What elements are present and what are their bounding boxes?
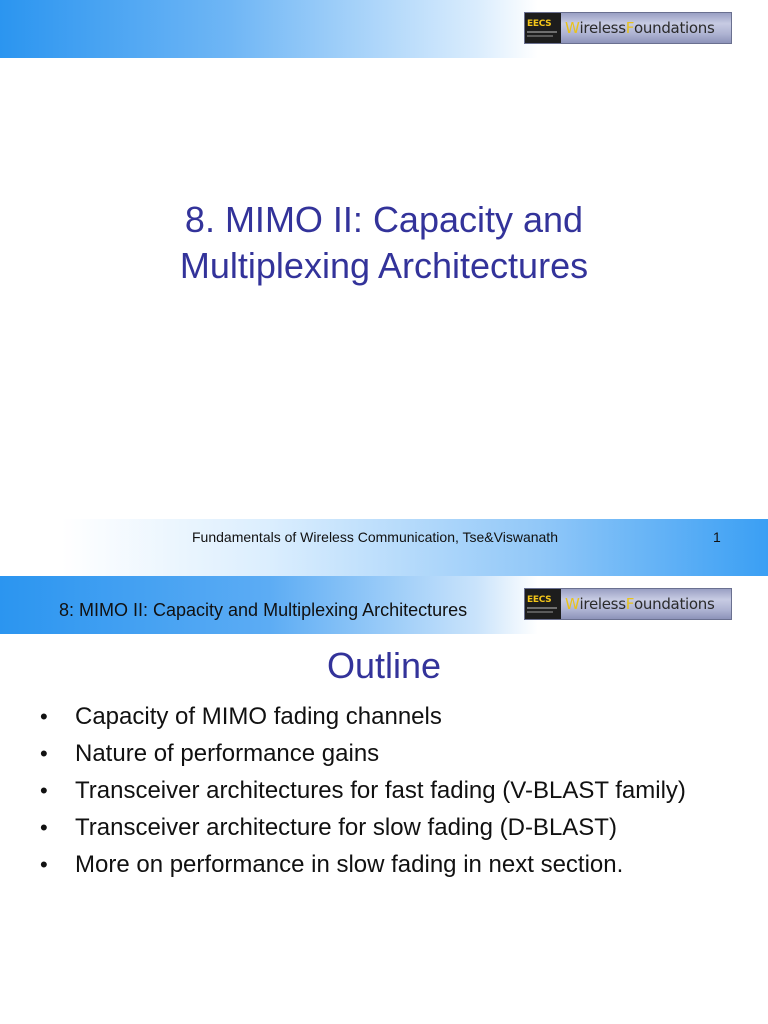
bullet-icon: • — [40, 852, 48, 877]
bullet-item: • Nature of performance gains — [40, 740, 380, 767]
eecs-logo-text: EECS — [527, 19, 552, 29]
page-number: 1 — [713, 529, 721, 545]
logo-brand-text: W ireless F oundations — [565, 19, 715, 37]
wireless-foundations-logo — [524, 588, 732, 620]
slide-header-title: 8: MIMO II: Capacity and Multiplexing Architectures — [59, 600, 468, 620]
outline-heading: Outline — [326, 645, 442, 686]
eecs-logo-block — [525, 589, 561, 619]
bullet-item: • Capacity of MIMO fading channels — [40, 703, 442, 730]
slide-title-line-2: Multiplexing Architectures — [179, 245, 589, 286]
bullet-item: • More on performance in slow fading in next section. — [40, 851, 624, 878]
eecs-logo-text: EECS — [527, 595, 552, 605]
slide-title — [0, 197, 768, 289]
eecs-logo-block — [525, 13, 561, 43]
outline-slide — [0, 576, 768, 1024]
bullet-icon: • — [40, 778, 48, 803]
wireless-foundations-logo — [524, 12, 732, 44]
footer-citation: Fundamentals of Wireless Communication, Tse&Viswanath — [192, 529, 558, 545]
bullet-item: • Transceiver architectures for fast fading (V-BLAST family) — [40, 777, 686, 804]
logo-brand-text: W ireless F oundations — [565, 595, 715, 613]
slide-title-line-1: 8. MIMO II: Capacity and — [184, 199, 584, 240]
bullet-icon: • — [40, 815, 48, 840]
footer-band — [0, 519, 768, 576]
bullet-icon: • — [40, 741, 48, 766]
bullet-icon: • — [40, 704, 48, 729]
bullet-item: • Transceiver architecture for slow fading (D-BLAST) — [40, 814, 617, 841]
bullet-list — [40, 702, 740, 887]
